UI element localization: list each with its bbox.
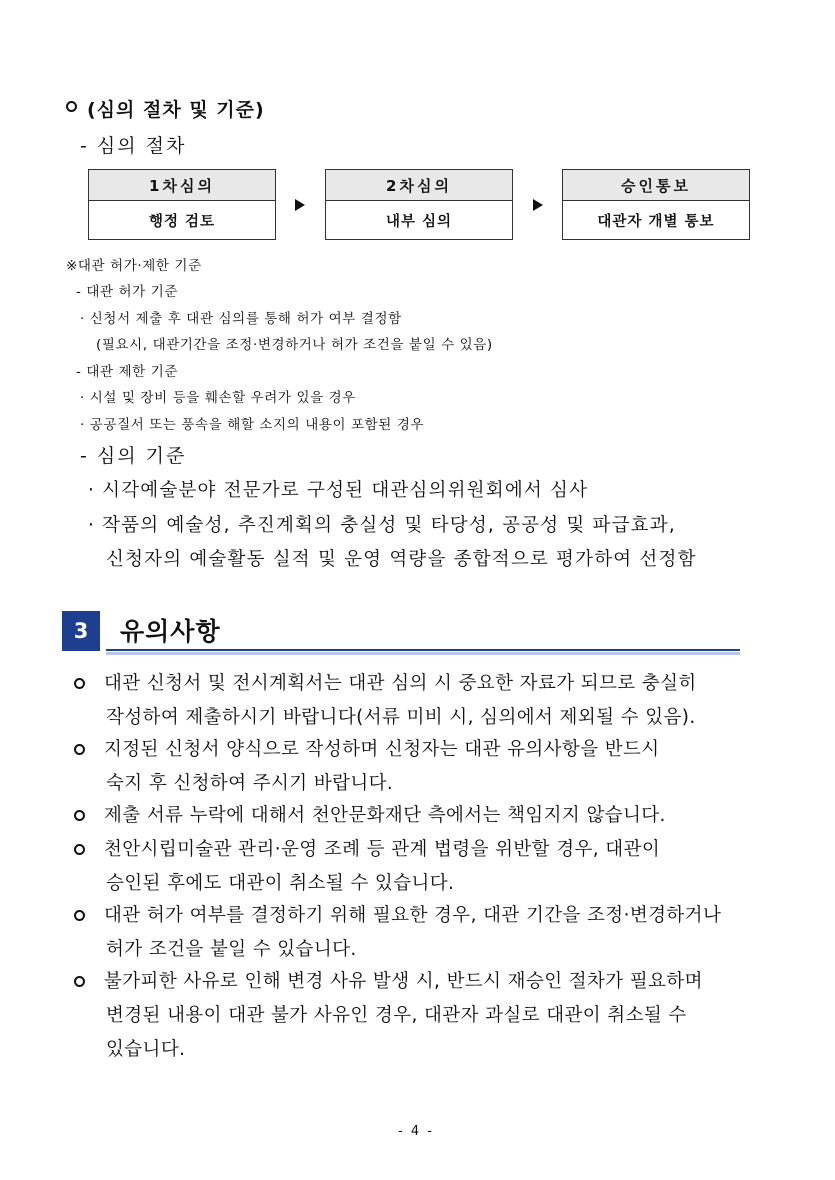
restrict-item: · 시설 및 장비 등을 훼손할 우려가 있을 경우 bbox=[80, 390, 356, 406]
circle-bullet-icon bbox=[74, 810, 85, 821]
notice-item-continued: 허가 조건을 붙일 수 있습니다. bbox=[106, 939, 357, 960]
section-title: 유의사항 bbox=[120, 617, 221, 646]
circle-bullet-icon bbox=[74, 844, 85, 855]
permit-item: · 신청서 제출 후 대관 심의를 통해 허가 여부 결정함 bbox=[80, 311, 402, 327]
page-number: - 4 - bbox=[398, 1124, 434, 1139]
notice-item-continued: 승인된 후에도 대관이 취소될 수 있습니다. bbox=[106, 873, 455, 894]
standard-item: · 작품의 예술성, 추진계획의 충실성 및 타당성, 공공성 및 파급효과, bbox=[88, 515, 676, 536]
notice-item-continued: 변경된 내용이 대관 불가 사유인 경우, 대관자 과실로 대관이 취소될 수 bbox=[106, 1005, 687, 1026]
standard-label: - 심의 기준 bbox=[80, 445, 187, 467]
circle-bullet-icon bbox=[66, 101, 77, 112]
section-underline bbox=[106, 649, 740, 651]
notice-item-continued: 작성하여 제출하시기 바랍니다(서류 미비 시, 심의에서 제외될 수 있음). bbox=[106, 707, 696, 728]
permit-label: - 대관 허가 기준 bbox=[76, 284, 178, 300]
notice-item-continued: 숙지 후 신청하여 주시기 바랍니다. bbox=[106, 773, 394, 794]
permit-note: (필요시, 대관기간을 조정·변경하거나 허가 조건을 붙일 수 있음) bbox=[96, 337, 493, 353]
notice-item-continued: 있습니다. bbox=[106, 1039, 186, 1060]
section-underline-shade bbox=[106, 652, 740, 655]
step-box-3 bbox=[562, 169, 750, 240]
step-box-2 bbox=[325, 169, 513, 240]
step-title: 승인통보 bbox=[563, 170, 749, 201]
review-heading: (심의 절차 및 기준) bbox=[87, 99, 265, 121]
circle-bullet-icon bbox=[74, 910, 85, 921]
restrict-label: - 대관 제한 기준 bbox=[76, 364, 178, 380]
notice-item: 제출 서류 누락에 대해서 천안문화재단 측에서는 책임지지 않습니다. bbox=[104, 805, 666, 826]
circle-bullet-icon bbox=[74, 744, 85, 755]
procedure-label: - 심의 절차 bbox=[80, 135, 187, 157]
notice-item: 지정된 신청서 양식으로 작성하며 신청자는 대관 유의사항을 반드시 bbox=[104, 739, 660, 760]
criteria-note: ※대관 허가·제한 기준 bbox=[66, 258, 202, 274]
standard-item: · 시각예술분야 전문가로 구성된 대관심의위원회에서 심사 bbox=[88, 480, 589, 501]
restrict-item: · 공공질서 또는 풍속을 해할 소지의 내용이 포함된 경우 bbox=[80, 417, 425, 433]
step-title: 2차심의 bbox=[326, 170, 512, 201]
notice-item: 천안시립미술관 관리·운영 조례 등 관계 법령을 위반할 경우, 대관이 bbox=[104, 839, 661, 860]
step-desc: 대관자 개별 통보 bbox=[597, 214, 715, 230]
notice-item: 대관 허가 여부를 결정하기 위해 필요한 경우, 대관 기간을 조정·변경하거나 bbox=[104, 905, 722, 926]
step-title: 1차심의 bbox=[89, 170, 275, 201]
step-box-1 bbox=[88, 169, 276, 240]
circle-bullet-icon bbox=[74, 976, 85, 987]
step-desc: 행정 검토 bbox=[148, 214, 216, 230]
section-number: 3 bbox=[62, 611, 100, 651]
arrow-right-icon bbox=[295, 199, 305, 211]
circle-bullet-icon bbox=[74, 678, 85, 689]
step-desc: 내부 심의 bbox=[385, 214, 453, 230]
notice-item: 대관 신청서 및 전시계획서는 대관 심의 시 중요한 자료가 되므로 충실히 bbox=[104, 673, 697, 694]
notice-item: 불가피한 사유로 인해 변경 사유 발생 시, 반드시 재승인 절차가 필요하며 bbox=[104, 971, 703, 992]
arrow-right-icon bbox=[533, 199, 543, 211]
standard-item-continued: 신청자의 예술활동 실적 및 운영 역량을 종합적으로 평가하여 선정함 bbox=[106, 549, 697, 570]
